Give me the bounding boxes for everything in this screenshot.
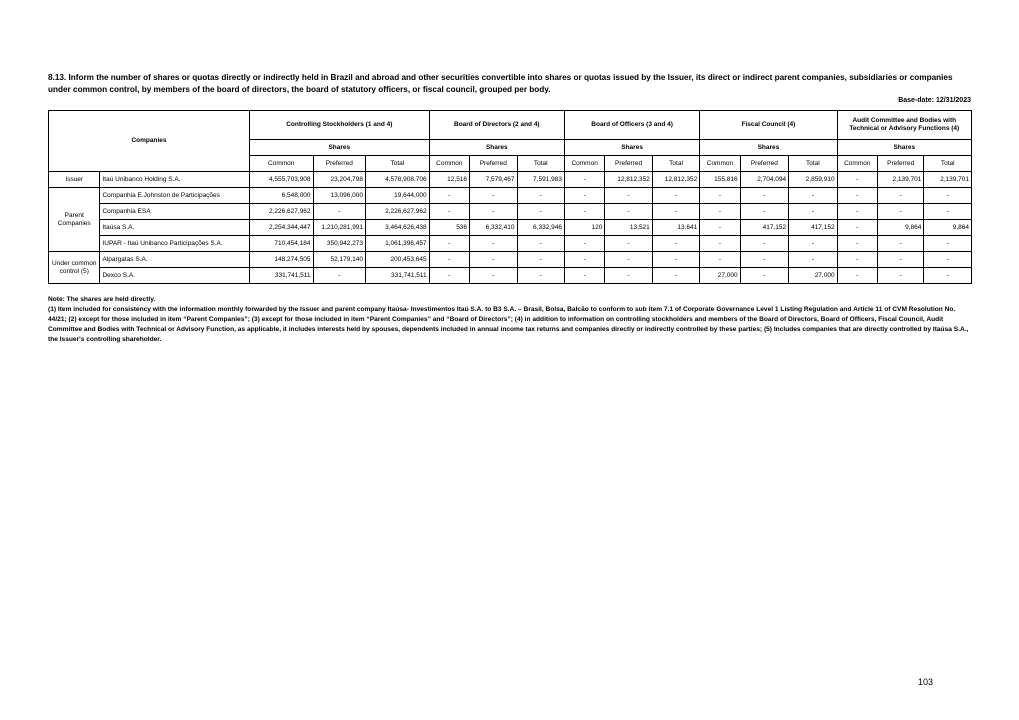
value-cell: - [837,172,877,188]
value-cell: 9,864 [877,220,923,236]
table-row [49,252,972,268]
value-cell: - [605,236,652,252]
value-cell: 12,812,352 [605,172,652,188]
table-row [49,236,972,252]
value-cell: - [924,236,972,252]
shares-header: Shares [700,140,837,156]
company-name-cell: Dexco S.A. [100,268,249,284]
value-cell: 23,204,798 [313,172,366,188]
value-cell: - [517,236,564,252]
value-cell: - [837,268,877,284]
value-cell: - [877,236,923,252]
value-cell: - [652,236,699,252]
value-cell: 2,139,701 [877,172,923,188]
value-cell: 710,454,184 [249,236,313,252]
value-cell: - [652,268,699,284]
value-cell: 13,641 [652,220,699,236]
note-line: Note: The shares are held directly. [48,296,156,303]
value-cell: - [652,252,699,268]
value-cell: 2,704,094 [740,172,788,188]
table-row [49,188,972,204]
company-name-cell: Companhia E.Johnston de Participações [100,188,249,204]
value-cell: - [652,188,699,204]
value-cell: 6,332,946 [517,220,564,236]
value-cell: - [837,204,877,220]
value-cell: 6,332,410 [470,220,517,236]
value-cell: - [564,204,604,220]
value-cell: - [740,268,788,284]
value-cell: 2,254,344,447 [249,220,313,236]
value-cell: - [837,220,877,236]
value-cell: - [877,268,923,284]
value-cell: - [837,188,877,204]
total-header: Total [366,156,430,172]
value-cell: - [470,236,517,252]
group-header: Board of Officers (3 and 4) [564,111,699,140]
group-header: Audit Committee and Bodies with Technical or Advisory Functions (4) [837,111,971,140]
total-header: Total [924,156,972,172]
value-cell: - [429,268,469,284]
preferred-header: Preferred [877,156,923,172]
common-header: Common [837,156,877,172]
table-body [49,172,972,284]
value-cell: 2,859,910 [789,172,837,188]
common-header: Common [249,156,313,172]
value-cell: 3,464,626,438 [366,220,430,236]
value-cell: 2,139,701 [924,172,972,188]
base-date: Base-date: 12/31/2023 [898,97,971,104]
value-cell: - [470,204,517,220]
value-cell: 1,061,396,457 [366,236,430,252]
common-header: Common [564,156,604,172]
value-cell: 148,274,505 [249,252,313,268]
companies-header: Companies [49,111,250,172]
company-name-cell: Companhia ESA [100,204,249,220]
shareholdings-table [48,110,972,284]
group-header: Controlling Stockholders (1 and 4) [249,111,429,140]
group-header: Fiscal Council (4) [700,111,837,140]
value-cell: 12,812,352 [652,172,699,188]
common-header: Common [429,156,469,172]
value-cell: 331,741,511 [366,268,430,284]
value-cell: - [564,188,604,204]
footnote-text: (1) Item included for consistency with the information monthly forwarded by the Issuer and parent company Itaúsa- Investimentos Itaú S.A. to B3 S.A. – Brasil, Bolsa, Balcão to conform to sub item 7.1 of Corporate Governance Level 1 Listing Regulation and Article 11 of CVM Resolution No. 44/21; (2) except for those included in item “Parent Companies”; (3) except for those included in item “Parent Companies” and “Board of Directors”; (4) in addition to information on controlling stockholders and members of the Board of Directors, Board of Officers, Fiscal Council, Audit Committee and Bodies with Technical or Advisory Function, as applicable, it includes interests held by spouses, dependents included in annual income tax returns and companies directly or indirectly controlled by these parties; (5) Includes companies that are directly controlled by Itaúsa S.A., the Issuer's controlling shareholder. [48,306,969,343]
value-cell: - [564,252,604,268]
table-row [49,268,972,284]
value-cell: - [517,252,564,268]
value-cell: - [740,204,788,220]
preferred-header: Preferred [470,156,517,172]
value-cell: - [652,204,699,220]
value-cell: 536 [429,220,469,236]
preferred-header: Preferred [313,156,366,172]
total-header: Total [789,156,837,172]
value-cell: 7,591,983 [517,172,564,188]
value-cell: - [313,268,366,284]
value-cell: 331,741,511 [249,268,313,284]
value-cell: - [700,220,740,236]
value-cell: - [837,252,877,268]
value-cell: - [924,268,972,284]
value-cell: - [924,204,972,220]
value-cell: 27,000 [789,268,837,284]
value-cell: - [517,204,564,220]
value-cell: - [837,236,877,252]
value-cell: - [605,252,652,268]
value-cell: - [700,188,740,204]
table-row [49,204,972,220]
shares-header: Shares [429,140,564,156]
value-cell: - [605,188,652,204]
value-cell: - [877,252,923,268]
value-cell: 1,210,281,991 [313,220,366,236]
value-cell: - [429,252,469,268]
value-cell: - [470,188,517,204]
company-name-cell: Itaúsa S.A. [100,220,249,236]
total-header: Total [517,156,564,172]
value-cell: 12,516 [429,172,469,188]
value-cell: - [700,252,740,268]
value-cell: 13,096,000 [313,188,366,204]
value-cell: - [789,252,837,268]
value-cell: - [564,236,604,252]
value-cell: 417,152 [740,220,788,236]
value-cell: 2,226,627,962 [366,204,430,220]
value-cell: - [470,268,517,284]
category-cell: Issuer [49,172,100,188]
value-cell: - [740,236,788,252]
value-cell: - [924,188,972,204]
value-cell: 120 [564,220,604,236]
value-cell: - [517,268,564,284]
value-cell: - [429,188,469,204]
value-cell: - [517,188,564,204]
value-cell: - [605,204,652,220]
value-cell: 9,864 [924,220,972,236]
total-header: Total [652,156,699,172]
group-header: Board of Directors (2 and 4) [429,111,564,140]
preferred-header: Preferred [740,156,788,172]
value-cell: - [789,236,837,252]
company-name-cell: Itaú Unibanco Holding S.A. [100,172,249,188]
value-cell: - [877,204,923,220]
table-row [49,220,972,236]
value-cell: - [700,204,740,220]
value-cell: 350,942,273 [313,236,366,252]
section-heading: 8.13. Inform the number of shares or quotas directly or indirectly held in Brazil and abroad and other securities convertible into shares or quotas issued by the Issuer, its direct or indirect parent companies, subsidiaries or companies under common control, by members of the board of directors, the board of statutory officers, or fiscal council, grouped per body. [48,73,953,94]
value-cell: - [429,204,469,220]
value-cell: 27,000 [700,268,740,284]
category-cell: Under common control (5) [49,252,100,284]
shares-header: Shares [564,140,699,156]
value-cell: 4,555,703,908 [249,172,313,188]
value-cell: 2,226,627,962 [249,204,313,220]
value-cell: 13,521 [605,220,652,236]
value-cell: 19,644,000 [366,188,430,204]
value-cell: - [564,172,604,188]
value-cell: 52,179,140 [313,252,366,268]
value-cell: 4,578,908,706 [366,172,430,188]
common-header: Common [700,156,740,172]
value-cell: 6,548,000 [249,188,313,204]
value-cell: - [313,204,366,220]
value-cell: - [564,268,604,284]
company-name-cell: Alpargatas S.A. [100,252,249,268]
value-cell: 155,816 [700,172,740,188]
page-number: 103 [918,677,934,687]
shares-header: Shares [249,140,429,156]
value-cell: - [740,252,788,268]
value-cell: - [924,252,972,268]
preferred-header: Preferred [605,156,652,172]
value-cell: - [740,188,788,204]
value-cell: - [470,252,517,268]
footnotes [48,295,972,345]
value-cell: - [700,236,740,252]
category-cell: Parent Companies [49,188,100,252]
value-cell: - [429,236,469,252]
company-name-cell: IUPAR - Itaú Unibanco Participações S.A. [100,236,249,252]
value-cell: - [789,188,837,204]
value-cell: 7,579,467 [470,172,517,188]
table-row [49,172,972,188]
value-cell: - [877,188,923,204]
value-cell: - [605,268,652,284]
value-cell: 417,152 [789,220,837,236]
shares-header: Shares [837,140,971,156]
value-cell: - [789,204,837,220]
value-cell: 200,453,645 [366,252,430,268]
